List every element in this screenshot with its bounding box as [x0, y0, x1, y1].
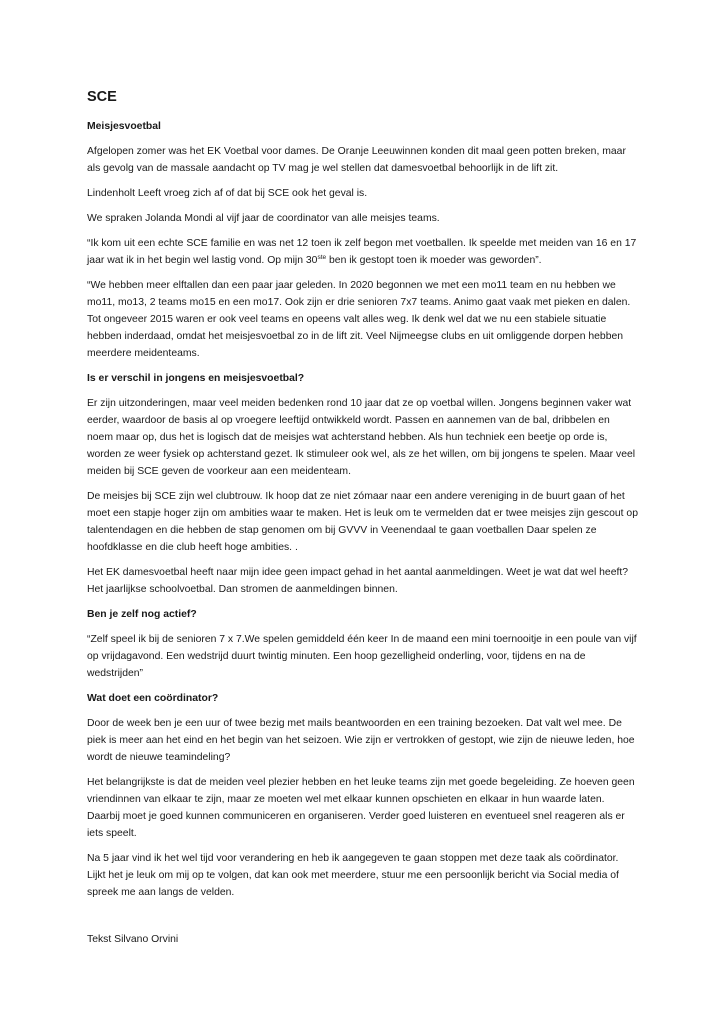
answer1-paragraph-1: Er zijn uitzonderingen, maar veel meiden bedenken rond 10 jaar dat ze op voetbal willen. Jongens beginnen vaker wat eerder, waardoor de basis al op vroegere leeftijd ontwikkeld wordt. Passen en aannemen van de bal, dribbelen en noem maar op, dus het is logisch dat de meisjes wat achterstand hebben. Als hun techniek een beetje op orde is, worden ze weer fysiek op achterstand gezet. Ik stimuleer ook wel, als ze het willen, om bij jongens te spelen. Maar veel meiden bij SCE geven de voorkeur aan een meidenteam. — [87, 398, 636, 477]
answer3-paragraph-2: Het belangrijkste is dat de meiden veel plezier hebben en het leuke teams zijn met goede begeleiding. Ze hoeven geen vriendinnen van elkaar te zijn, maar ze moeten wel met elkaar kunnen opschieten en elkaar in hun waarde laten. Daarbij moet je goed kunnen communiceren en organiseren. Verder goed luisteren en eventueel snel reageren als er iets speelt. — [87, 777, 635, 839]
quote1-text-after: ben ik gestopt toen ik moeder was geworden”. — [326, 255, 542, 266]
answer3-paragraph-3: Na 5 jaar vind ik het wel tijd voor verandering en heb ik aangegeven te gaan stoppen met deze taak als coördinator. Lijkt het je leuk om mij op te volgen, dat kan ook met meerdere, stuur me een persoonlijk bericht via Social media of spreek me aan langs de velden. — [87, 853, 619, 898]
quote1-superscript: ste — [317, 254, 327, 261]
intro-paragraph-3: We spraken Jolanda Mondi al vijf jaar de coordinator van alle meisjes teams. — [87, 213, 440, 224]
answer1-paragraph-2: De meisjes bij SCE zijn wel clubtrouw. Ik hoop dat ze niet zómaar naar een andere vereniging in de buurt gaan of het moet een stapje hoger zijn om ambities waar te maken. Het is leuk om te vermelden dat er twee meisjes zijn gescout op talentendagen en die hebben de stap genomen om bij GVVV in Veenendaal te gaan voetballen Daar spelen ze hoofdklasse en die club heeft hoge ambities. . — [87, 491, 638, 553]
quote-paragraph-2: “We hebben meer elftallen dan een paar jaar geleden. In 2020 begonnen we met een mo11 team en nu hebben we mo11, mo13, 2 teams mo15 en een mo17. Ook zijn er drie senioren 7x7 teams. Animo gaat vaak met pieken en dalen. Tot ongeveer 2015 waren er ook veel teams en opeens valt alles weg. Ik denk wel dat we nu een stabiele situatie hebben inderdaad, omdat het meisjesvoetbal zo in de lift zit. Veel Nijmeegse clubs en uit omliggende dorpen hebben meerdere meidenteams. — [87, 280, 631, 359]
question-heading-3: Wat doet een coördinator? — [87, 693, 219, 704]
quote1-text-before: “Ik kom uit een echte SCE familie en was net 12 toen ik zelf begon met voetballen. Ik speelde met meiden van 16 en 17 jaar wat ik in het begin wel lastig vond. Op mijn 30 — [87, 238, 637, 266]
document-title: SCE — [87, 89, 117, 105]
question-heading-2: Ben je zelf nog actief? — [87, 609, 197, 620]
author-credit: Tekst Silvano Orvini — [87, 934, 179, 945]
answer2-paragraph: “Zelf speel ik bij de senioren 7 x 7.We spelen gemiddeld één keer In de maand een mini toernooitje in een poule van vijf op vrijdagavond. Een wedstrijd duurt twintig minuten. Een hoop gezelligheid onderling, voor, tijdens en na de wedstrijden” — [87, 634, 637, 679]
answer3-paragraph-1: Door de week ben je een uur of twee bezig met mails beantwoorden en een training bezoeken. Dat valt wel mee. De piek is meer aan het eind en het begin van het seizoen. Wie zijn er vertrokken of gestopt, wie zijn de nieuwe leden, hoe wordt de nieuwe teamindeling? — [87, 718, 635, 763]
section-heading-meisjesvoetbal: Meisjesvoetbal — [87, 121, 161, 132]
intro-paragraph-2: Lindenholt Leeft vroeg zich af of dat bij SCE ook het geval is. — [87, 188, 368, 199]
question-heading-1: Is er verschil in jongens en meisjesvoetbal? — [87, 373, 305, 384]
answer1-paragraph-3: Het EK damesvoetbal heeft naar mijn idee geen impact gehad in het aantal aanmeldingen. Weet je wat dat wel heeft? Het jaarlijkse schoolvoetbal. Dan stromen de aanmeldingen binnen. — [87, 567, 629, 595]
intro-paragraph-1: Afgelopen zomer was het EK Voetbal voor dames. De Oranje Leeuwinnen konden dit maal geen potten breken, maar als gevolg van de massale aandacht op TV mag je wel stellen dat damesvoetbal behoorlijk in de lift zit. — [87, 146, 626, 174]
quote-paragraph-1 — [87, 235, 638, 269]
